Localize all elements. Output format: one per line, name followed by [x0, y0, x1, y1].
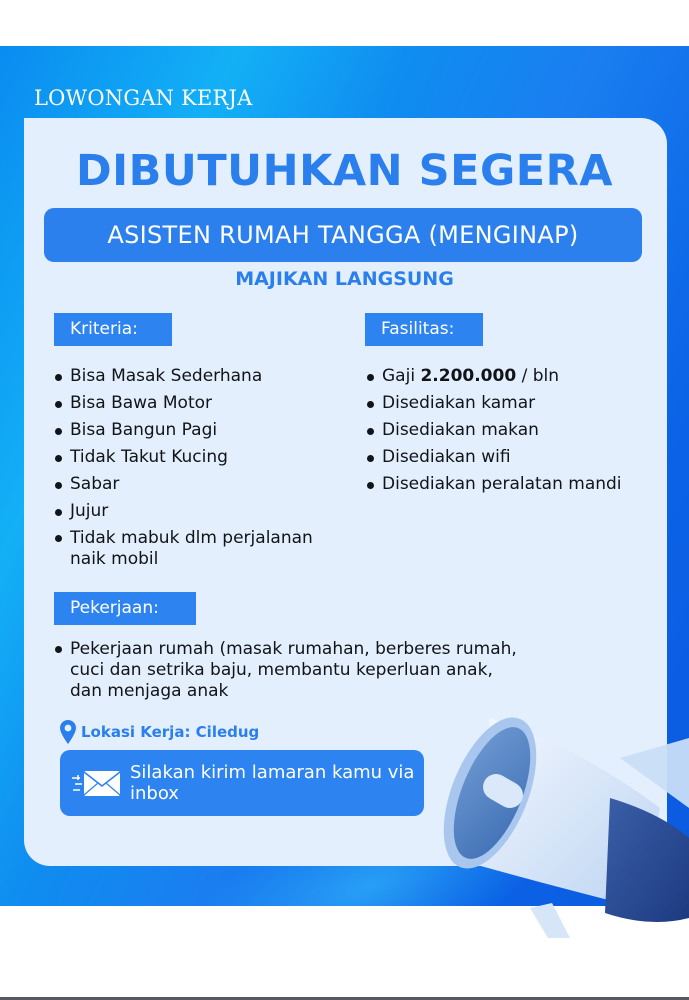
- location-text: Lokasi Kerja: Ciledug: [81, 723, 260, 741]
- list-item: Sabar: [54, 471, 354, 498]
- cta-text: Silakan kirim lamaran kamu via inbox: [130, 762, 415, 804]
- list-item: Pekerjaan rumah (masak rumahan, berberes rumah, cuci dan setrika baju, membantu keperluan anak, dan menjaga anak: [54, 636, 524, 705]
- section-label-fasilitas: Fasilitas:: [365, 313, 483, 346]
- list-item: Tidak Takut Kucing: [54, 444, 354, 471]
- section-label-kriteria: Kriteria:: [54, 313, 172, 346]
- list-item: Bisa Masak Sederhana: [54, 363, 354, 390]
- kriteria-list: [54, 363, 354, 573]
- tagline: MAJIKAN LANGSUNG: [235, 268, 454, 290]
- position-title: ASISTEN RUMAH TANGGA (MENGINAP): [107, 221, 579, 249]
- list-item: Tidak mabuk dlm perjalanan naik mobil: [54, 525, 344, 573]
- map-pin-icon: [60, 720, 76, 744]
- salary-suffix: / bln: [516, 366, 559, 386]
- list-item: Jujur: [54, 498, 354, 525]
- list-item: Bisa Bawa Motor: [54, 390, 354, 417]
- apply-via-inbox-banner[interactable]: [60, 750, 424, 816]
- header-title: LOWONGAN KERJA: [34, 86, 253, 110]
- list-item-salary: [366, 363, 666, 390]
- list-item: Disediakan wifi: [366, 444, 666, 471]
- list-item: Disediakan kamar: [366, 390, 666, 417]
- salary-prefix: Gaji: [382, 366, 421, 386]
- position-banner: [44, 208, 642, 262]
- megaphone-icon: [430, 668, 689, 958]
- fasilitas-list: [366, 363, 666, 498]
- work-location: [60, 720, 259, 744]
- salary-amount: 2.200.000: [420, 366, 517, 386]
- list-item: Disediakan peralatan mandi: [366, 471, 666, 498]
- list-item: Disediakan makan: [366, 417, 666, 444]
- list-item: Bisa Bangun Pagi: [54, 417, 354, 444]
- section-label-pekerjaan: Pekerjaan:: [54, 592, 196, 625]
- page-title: DIBUTUHKAN SEGERA: [75, 146, 614, 196]
- envelope-icon: [72, 766, 122, 800]
